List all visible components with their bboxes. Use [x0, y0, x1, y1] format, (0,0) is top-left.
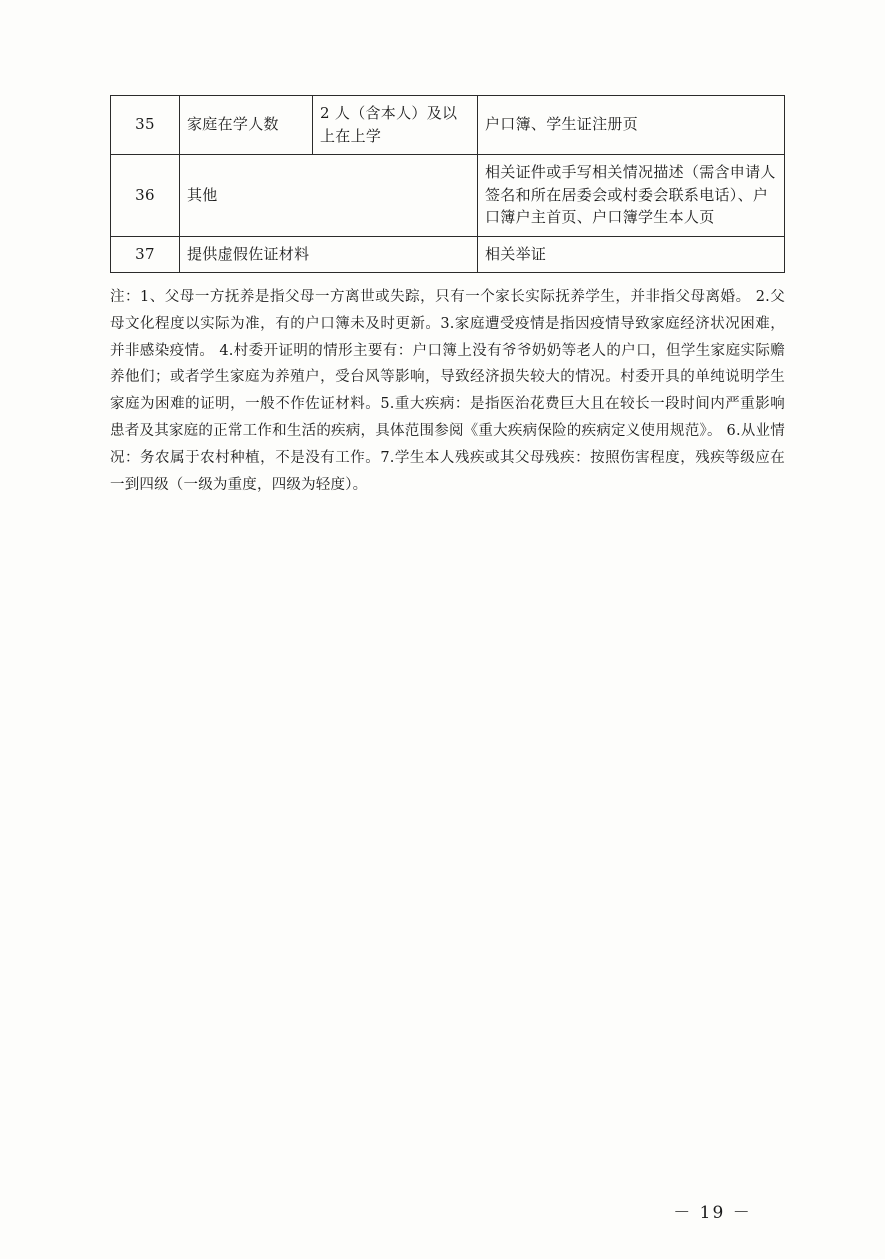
table-row	[111, 236, 785, 273]
document-body	[110, 95, 785, 499]
table-row	[111, 96, 785, 155]
row-item: 家庭在学人数	[180, 96, 313, 155]
row-proof: 户口簿、学生证注册页	[478, 96, 785, 155]
row-proof: 相关举证	[478, 236, 785, 273]
page-number-text: － 19 －	[673, 1203, 752, 1223]
row-number: 36	[111, 155, 180, 237]
row-item: 其他	[180, 155, 478, 237]
row-condition: 2 人（含本人）及以上在上学	[313, 96, 478, 155]
requirements-table	[110, 95, 785, 273]
table-row	[111, 155, 785, 237]
row-number: 35	[111, 96, 180, 155]
table-note: 注：1、父母一方抚养是指父母一方离世或失踪，只有一个家长实际抚养学生，并非指父母离婚。 2.父母文化程度以实际为准，有的户口簿未及时更新。3.家庭遭受疫情是指因疫情导致家庭经济状况困难，并非感染疫情。 4.村委开证明的情形主要有：户口簿上没有爷爷奶奶等老人的户口，但学生家庭实际赡养他们；或者学生家庭为养殖户，受台风等影响，导致经济损失较大的情况。村委开具的单纯说明学生家庭为困难的证明，一般不作佐证材料。5.重大疾病：是指医治花费巨大且在较长一段时间内严重影响患者及其家庭的正常工作和生活的疾病，具体范围参阅《重大疾病保险的疾病定义使用规范》。 6.从业情况：务农属于农村种植，不是没有工作。7.学生本人残疾或其父母残疾：按照伤害程度，残疾等级应在一到四级（一级为重度，四级为轻度）。	[110, 289, 785, 493]
row-proof: 相关证件或手写相关情况描述（需含申请人签名和所在居委会或村委会联系电话）、户口簿户主首页、户口簿学生本人页	[478, 155, 785, 237]
page-number	[0, 1198, 885, 1223]
row-item: 提供虚假佐证材料	[180, 236, 478, 273]
row-number: 37	[111, 236, 180, 273]
